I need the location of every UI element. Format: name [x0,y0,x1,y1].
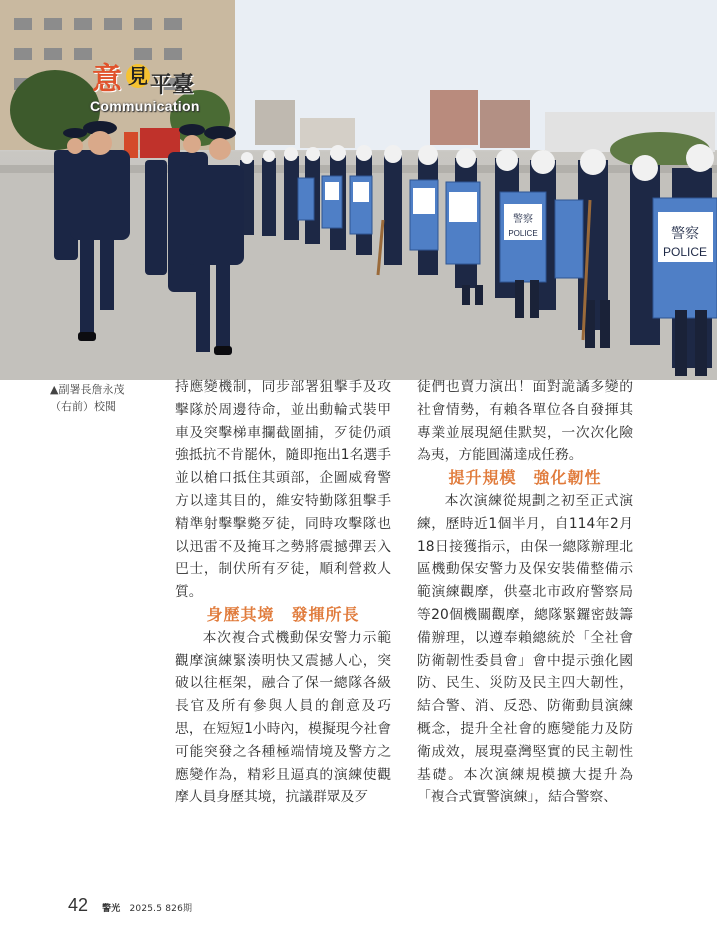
column-logo [88,52,208,122]
shield-label-zh: 警察 [671,226,699,242]
footer-issue-info [102,901,192,914]
paragraph: 徒們也賣力演出！面對詭譎多變的社會情勢，有賴各單位各自發揮其專業並展現絕佳默契，一次次化險為夷，方能圓滿達成任務。 [417,379,633,464]
photo-caption [50,381,160,415]
shield-label-en: POLICE [662,245,708,259]
paragraph: 持應變機制，同步部署狙擊手及攻擊隊於周邊待命，並出動輪式裝甲車及突擊梯車攔截圍捕，歹徒仍頑強抵抗不肯罷休，隨即拖出1名選手並以槍口抵住其頭部，企圖威脅警方以達其目的，維安特勤隊狙擊手精準射擊擊斃歹徒，同時攻擊隊也以迅雷不及掩耳之勢將震撼彈丟入巴士，制伏所有歹徒，順利營救人質。 [175,379,391,601]
caption-line-2: （右前）校閱 [50,400,116,413]
paragraph: 本次複合式機動保安警力示範觀摩演練緊湊明快又震撼人心，突破以往框架，融合了保一總隊各級長官及所有參與人員的創意及巧思，在短短1小時內，模擬現今社會可能突發之各種極端情境及警方之應變作為，精彩且逼真的演練使觀摩人員身歷其境，抗議群眾及歹 [175,629,391,806]
issue-label: 2025.5 826期 [129,904,193,914]
logo-char-1: 意 [92,62,122,97]
page-number: 42 [68,895,89,915]
magazine-brand: 警光 [102,904,121,914]
svg-text:POLICE: POLICE [508,229,538,238]
text-column-1 [175,376,391,809]
logo-char-3: 平臺 [150,73,195,98]
logo-english: Communication [90,98,200,114]
logo-char-2: 見 [128,64,148,88]
section-heading: 身歷其境 發揮所長 [206,604,360,624]
text-column-2 [417,376,633,809]
paragraph: 本次演練從規劃之初至正式演練，歷時近1個半月，自114年2月18日接獲指示，由保一總隊辦理北區機動保安警力及保安裝備整備示範演練觀摩，供臺北市政府警察局等20個機關觀摩，總隊緊鑼密鼓籌備辦理，以遵奉賴總統於「全社會防衛韌性委員會」會中提示強化國防、民生、災防及民主四大韌性，結合警、消、反恐、防衛動員演練概念，提升全社會的應變能力及防衛成效，展現臺灣堅實的民主韌性基礎。本次演練規模擴大提升為「複合式實警演練」，結合警察、 [417,492,633,806]
section-heading: 提升規模 強化韌性 [448,468,602,488]
caption-line-1: ▲副署長詹永茂 [50,383,125,396]
svg-text:警察: 警察 [513,214,533,225]
